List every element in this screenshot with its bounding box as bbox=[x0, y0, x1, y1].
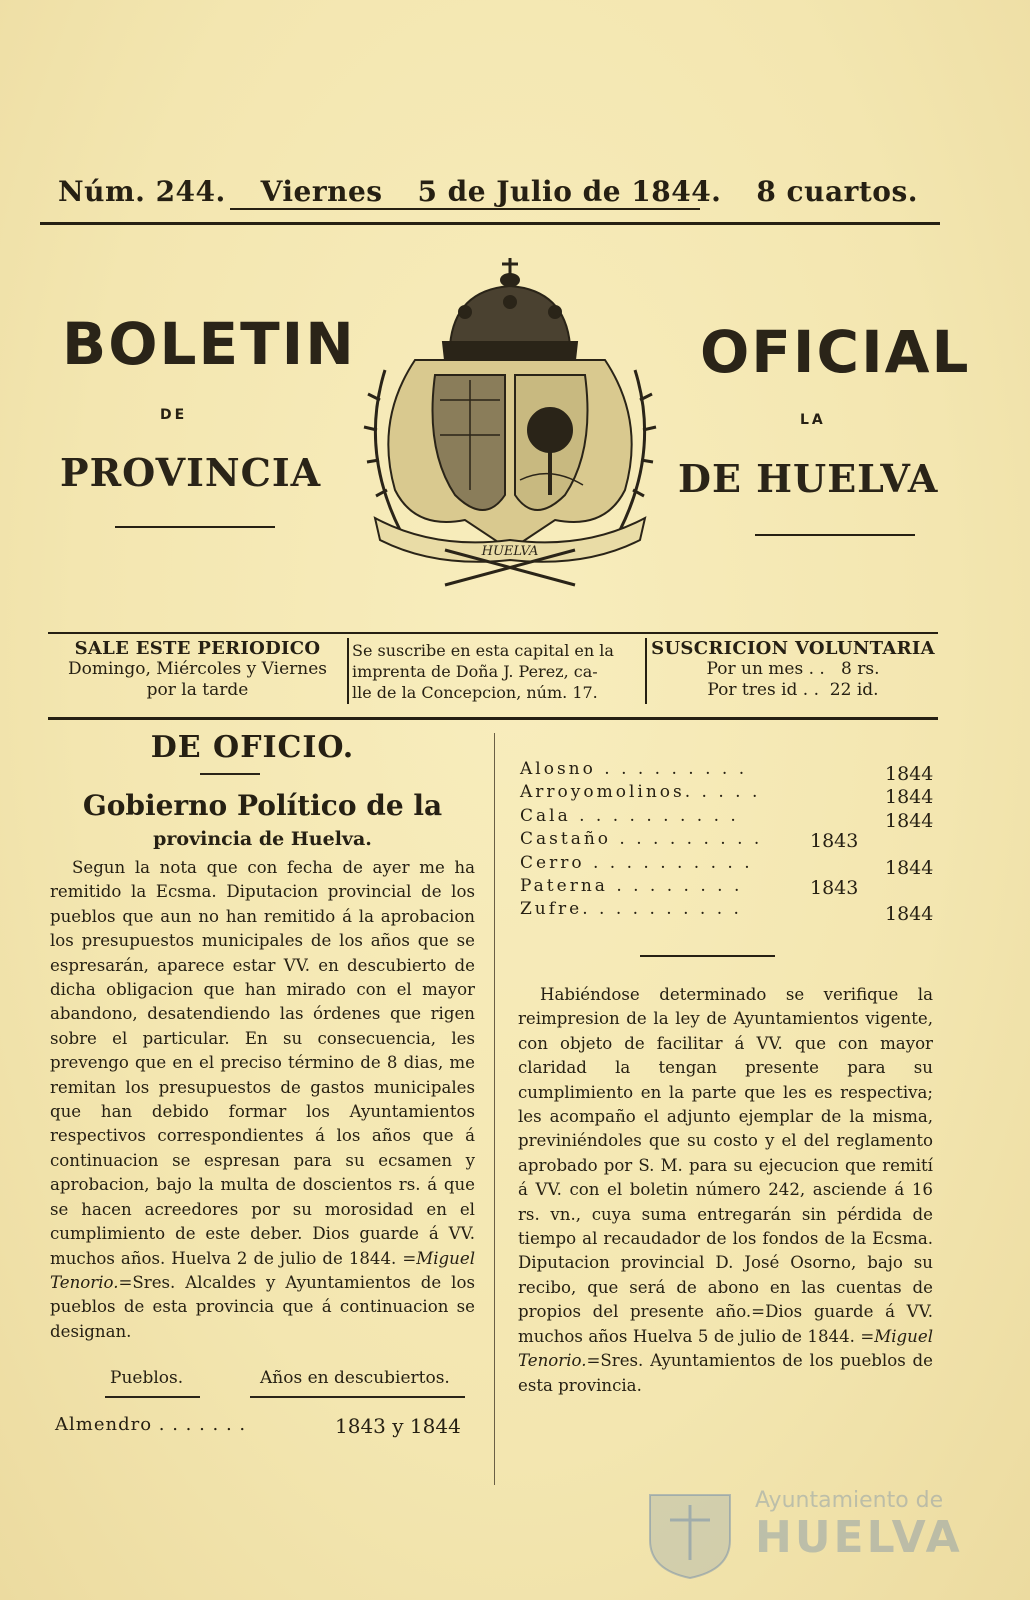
watermark-shield-icon bbox=[640, 1490, 740, 1580]
title-oficial: OFICIAL bbox=[700, 318, 971, 386]
notice-closing: =Sres. Alcaldes y Ayuntamientos de los pueblos de esta provincia que á continuacion se designan. bbox=[50, 1272, 475, 1341]
town-row bbox=[520, 852, 940, 879]
town-year-1844: 1844 bbox=[885, 856, 934, 879]
right-notice-paragraph: Habiéndose determinado se verifique la reimpresion de la ley de Ayuntamientos vigente, con objeto de facilitar á VV. que con mayor claridad la tengan presente para su cumplimiento en la parte que les es respectiva; les acompaño el adjunto ejemplar de la misma, previniéndoles que su costo y el del reglamento aprobado por S. M. para su ejecucion que remití á VV. con el boletin número 242, asciende á 16 rs. vn., cuya suma entregarán sin pérdida de tiempo al recaudador de los fondos de la Ecsma. Diputacion provincial D. José Osorno, bajo su recibo, que será de abono en las cuentas de propios del presente año.=Dios guarde á VV. muchos años Huelva 5 de julio de 1844. bbox=[518, 985, 933, 1346]
title-de: DE bbox=[160, 407, 188, 423]
watermark-line-2: HUELVA bbox=[755, 1512, 963, 1563]
title-ornament-left bbox=[115, 526, 275, 528]
row-years: 1843 y 1844 bbox=[335, 1414, 461, 1439]
col-header-rule-2 bbox=[250, 1396, 465, 1398]
town-row bbox=[520, 758, 940, 785]
col-header-rule-1 bbox=[105, 1396, 200, 1398]
right-notice-signature: =Miguel Tenorio. bbox=[518, 1326, 933, 1371]
town-year-1844: 1844 bbox=[885, 809, 934, 832]
row-town: Almendro . . . . . . . bbox=[55, 1414, 247, 1436]
crest-ribbon-label: HUELVA bbox=[481, 544, 539, 559]
info-bottom-rule bbox=[48, 717, 938, 720]
issue-price: 8 cuartos. bbox=[756, 175, 918, 208]
town-name: Zufre. . . . . . . . . . bbox=[520, 899, 742, 920]
notice-paragraph: Segun la nota que con fecha de ayer me ha remitido la Ecsma. Diputacion provincial de los pueblos que aun no han remitido á la aprobacion los presupuestos municipales de los años que se espresarán, aparece estar VV. en descubierto de dicha obligacion que han mirado con el mayor abandono, desatendiendo las órdenes que rigen sobre el particular. En su consecuencia, les prevengo que en el preciso término de 8 dias, me remitan los presupuestos de gastos municipales que han debido formar los Ayuntamientos respectivos correspondientes á los años que á continuacion se espresan para su ecsamen y aprobacion, bajo la multa de doscientos rs. á que se hacen acreedores por su morosidad en el cumplimiento de este deber. Dios guarde á VV. muchos años. Huelva 2 de julio de 1844. bbox=[50, 858, 475, 1268]
prices-heading: SUSCRICION VOLUNTARIA bbox=[651, 638, 935, 659]
subscription-line-1: Se suscribe en esta capital en la bbox=[352, 641, 614, 660]
town-year-1844: 1844 bbox=[885, 903, 934, 926]
watermark-line-1: Ayuntamiento de bbox=[755, 1488, 944, 1513]
section-title: DE OFICIO. bbox=[150, 730, 355, 765]
town-row bbox=[520, 828, 940, 851]
town-year-1844: 1844 bbox=[885, 786, 934, 809]
schedule-days: Domingo, Miércoles y Viernes bbox=[67, 659, 328, 679]
towns-table bbox=[520, 758, 940, 926]
town-name: Castaño . . . . . . . . . bbox=[520, 829, 763, 850]
subscription-line-2: imprenta de Doña J. Perez, ca- bbox=[352, 662, 598, 681]
town-row bbox=[520, 898, 940, 926]
title-dehuelva: DE HUELVA bbox=[678, 456, 939, 501]
town-row bbox=[520, 875, 940, 898]
town-row bbox=[520, 781, 940, 809]
right-notice-closing: =Sres. Ayuntamientos de los pueblos de esta provincia. bbox=[518, 1351, 933, 1395]
masthead-line bbox=[58, 175, 918, 208]
town-year-1843: 1843 bbox=[810, 830, 859, 853]
col-header-anos: Años en descubiertos. bbox=[260, 1368, 450, 1389]
info-column-schedule bbox=[50, 638, 345, 701]
info-column-prices bbox=[648, 638, 938, 701]
schedule-time: por la tarde bbox=[146, 680, 249, 700]
masthead-underline bbox=[230, 208, 700, 210]
col-header-pueblos: Pueblos. bbox=[110, 1368, 184, 1389]
subscription-line-3: lle de la Concepcion, núm. 17. bbox=[352, 683, 598, 702]
town-name: Arroyomolinos. . . . . bbox=[520, 782, 761, 803]
info-divider-1 bbox=[347, 638, 349, 704]
town-name: Cala . . . . . . . . . . bbox=[520, 805, 739, 826]
issue-day: Viernes bbox=[260, 175, 383, 208]
issue-number: Núm. 244. bbox=[58, 175, 226, 208]
info-top-rule bbox=[48, 632, 938, 634]
notice-body bbox=[50, 856, 475, 1344]
town-name: Paterna . . . . . . . . bbox=[520, 875, 743, 896]
left-column bbox=[50, 730, 475, 1442]
column-divider bbox=[494, 733, 495, 1485]
title-la: LA bbox=[800, 412, 826, 428]
notice-signature: =Miguel Tenorio. bbox=[50, 1248, 475, 1292]
title-ornament-right bbox=[755, 534, 915, 536]
title-boletin: BOLETIN bbox=[62, 310, 356, 378]
coat-of-arms-emblem bbox=[355, 250, 665, 595]
towns-rule bbox=[640, 955, 775, 957]
schedule-heading: SALE ESTE PERIODICO bbox=[74, 638, 321, 659]
issue-date: 5 de Julio de 1844. bbox=[417, 175, 722, 208]
government-heading: Gobierno Político de la bbox=[82, 789, 443, 822]
province-subheading: provincia de Huelva. bbox=[153, 828, 372, 850]
info-divider-2 bbox=[645, 638, 647, 704]
title-provincia: PROVINCIA bbox=[60, 450, 322, 495]
masthead-rule bbox=[40, 222, 940, 225]
town-year-1843: 1843 bbox=[810, 876, 859, 899]
price-three-months: Por tres id . . 22 id. bbox=[707, 680, 879, 700]
town-name: Cerro . . . . . . . . . . bbox=[520, 852, 753, 873]
table-row bbox=[50, 1412, 475, 1442]
town-row bbox=[520, 805, 940, 832]
section-ornament bbox=[200, 773, 260, 775]
table-header bbox=[50, 1362, 475, 1402]
town-year-1844: 1844 bbox=[885, 763, 934, 785]
town-name: Alosno . . . . . . . . . bbox=[520, 759, 748, 779]
info-column-subscription-place bbox=[352, 640, 642, 703]
price-one-month: Por un mes . . 8 rs. bbox=[706, 659, 880, 679]
right-notice-body bbox=[518, 983, 933, 1398]
